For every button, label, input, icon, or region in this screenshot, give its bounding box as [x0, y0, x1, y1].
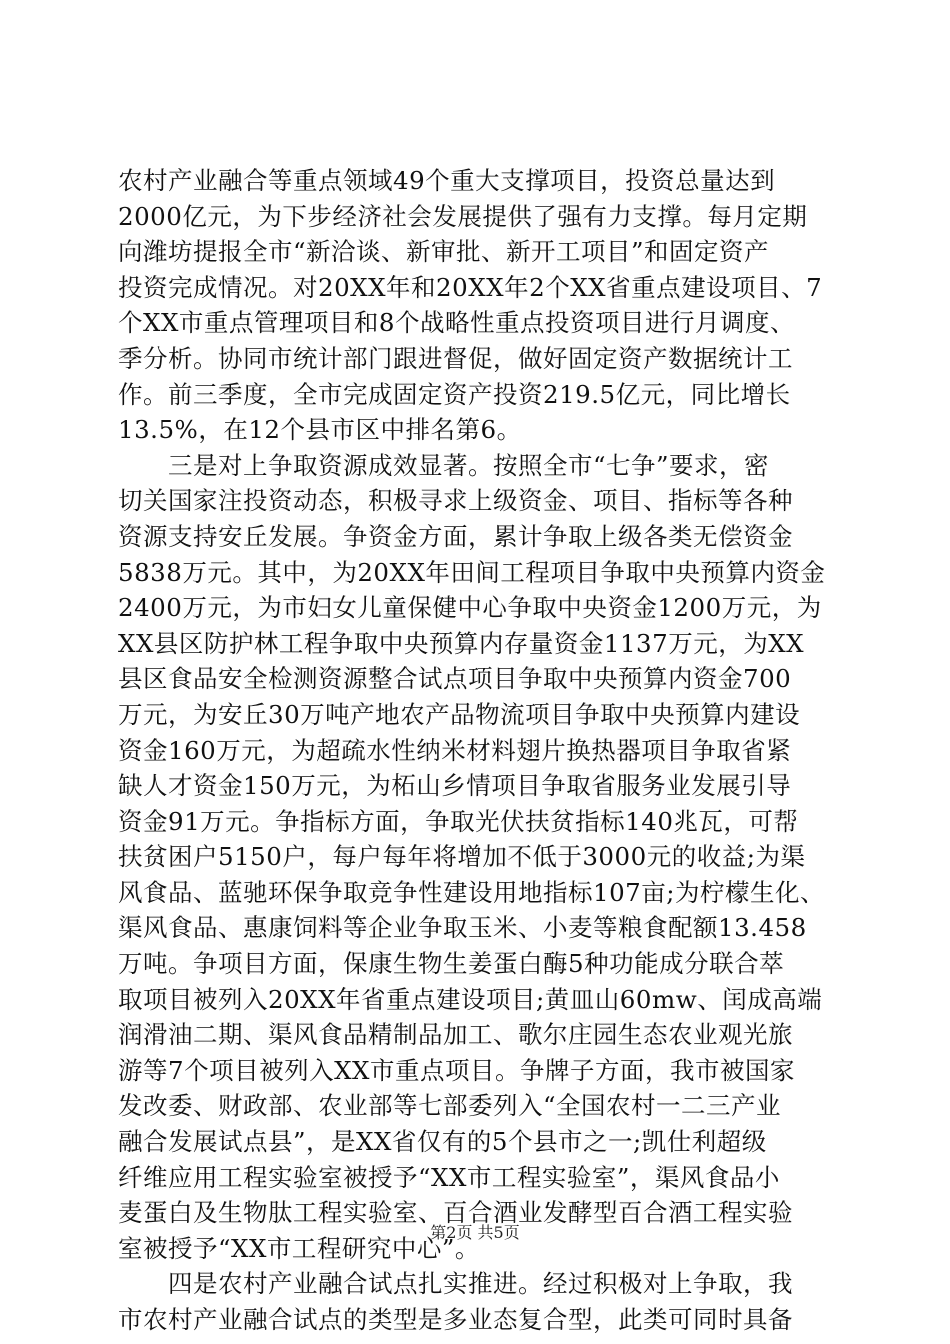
text-line: 向潍坊提报全市“新洽谈、新审批、新开工项目”和固定资产 [118, 237, 770, 267]
text-line: 风食品、蓝驰环保争取竞争性建设用地指标107亩;为柠檬生化、 [118, 877, 826, 907]
text-line: 县区食品安全检测资源整合试点项目争取中央预算内资金700 [118, 664, 792, 694]
text-line: 缺人才资金150万元，为柘山乡情项目争取省服务业发展引导 [118, 771, 792, 801]
text-line: 资源支持安丘发展。争资金方面，累计争取上级各类无偿资金 [118, 521, 793, 551]
text-line: 润滑油二期、渠风食品精制品加工、歌尔庄园生态农业观光旅 [118, 1020, 793, 1050]
text-line: 季分析。协同市统计部门跟进督促，做好固定资产数据统计工 [118, 343, 793, 373]
text-line: 室被授予“XX市工程研究中心”。 [118, 1233, 480, 1263]
text-line: 农村产业融合等重点领域49个重大支撑项目，投资总量达到 [118, 166, 776, 195]
text-line: 纤维应用工程实验室被授予“XX市工程实验室”，渠风食品小 [118, 1162, 780, 1192]
text-line: 资金160万元，为超疏水性纳米材料翅片换热器项目争取省紧 [118, 735, 792, 765]
text-line: 切关国家注投资动态，积极寻求上级资金、项目、指标等各种 [118, 486, 793, 516]
text-line: 2000亿元，为下步经济社会发展提供了强有力支撑。每月定期 [118, 201, 808, 231]
text-line: 5838万元。其中，为20XX年田间工程项目争取中央预算内资金 [118, 557, 826, 587]
text-line: 游等7个项目被列入XX市重点项目。争牌子方面，我市被国家 [118, 1055, 795, 1085]
text-line: 发改委、财政部、农业部等七部委列入“全国农村一二三产业 [118, 1091, 782, 1121]
text-line: 万吨。争项目方面，保康生物生姜蛋白酶5种功能成分联合萃 [118, 949, 785, 979]
text-line: 四是农村产业融合试点扎实推进。经过积极对上争取，我 [118, 1269, 793, 1299]
text-line: 资金91万元。争指标方面，争取光伏扶贫指标140兆瓦，可帮 [118, 806, 799, 836]
text-line: 渠风食品、惠康饲料等企业争取玉米、小麦等粮食配额13.458 [118, 913, 807, 943]
text-line: 个XX市重点管理项目和8个战略性重点投资项目进行月调度、 [118, 308, 795, 338]
text-line: 万元，为安丘30万吨产地农产品物流项目争取中央预算内建设 [118, 699, 801, 729]
text-line: 投资完成情况。对20XX年和20XX年2个XX省重点建设项目、7 [118, 272, 823, 302]
page-number-footer: 第2页 共5页 [430, 1223, 520, 1242]
text-line: 取项目被列入20XX年省重点建设项目;黄皿山60mw、闰成高端 [118, 984, 823, 1014]
text-line: XX县区防护林工程争取中央预算内存量资金1137万元，为XX [118, 628, 805, 658]
text-line: 麦蛋白及生物肽工程实验室、百合酒业发酵型百合酒工程实验 [118, 1198, 793, 1228]
text-line: 扶贫困户5150户，每户每年将增加不低于3000元的收益;为渠 [118, 842, 806, 872]
text-line: 13.5%，在12个县市区中排名第6。 [118, 415, 522, 445]
text-line: 作。前三季度，全市完成固定资产投资219.5亿元，同比增长 [118, 379, 791, 409]
document-body [118, 163, 838, 1338]
text-line: 市农村产业融合试点的类型是多业态复合型，此类可同时具备 [118, 1305, 793, 1334]
text-line: 三是对上争取资源成效显著。按照全市“七争”要求，密 [118, 450, 770, 480]
text-line: 2400万元，为市妇女儿童保健中心争取中央资金1200万元，为 [118, 593, 822, 623]
text-line: 融合发展试点县”，是XX省仅有的5个县市之一;凯仕利超级 [118, 1127, 767, 1157]
